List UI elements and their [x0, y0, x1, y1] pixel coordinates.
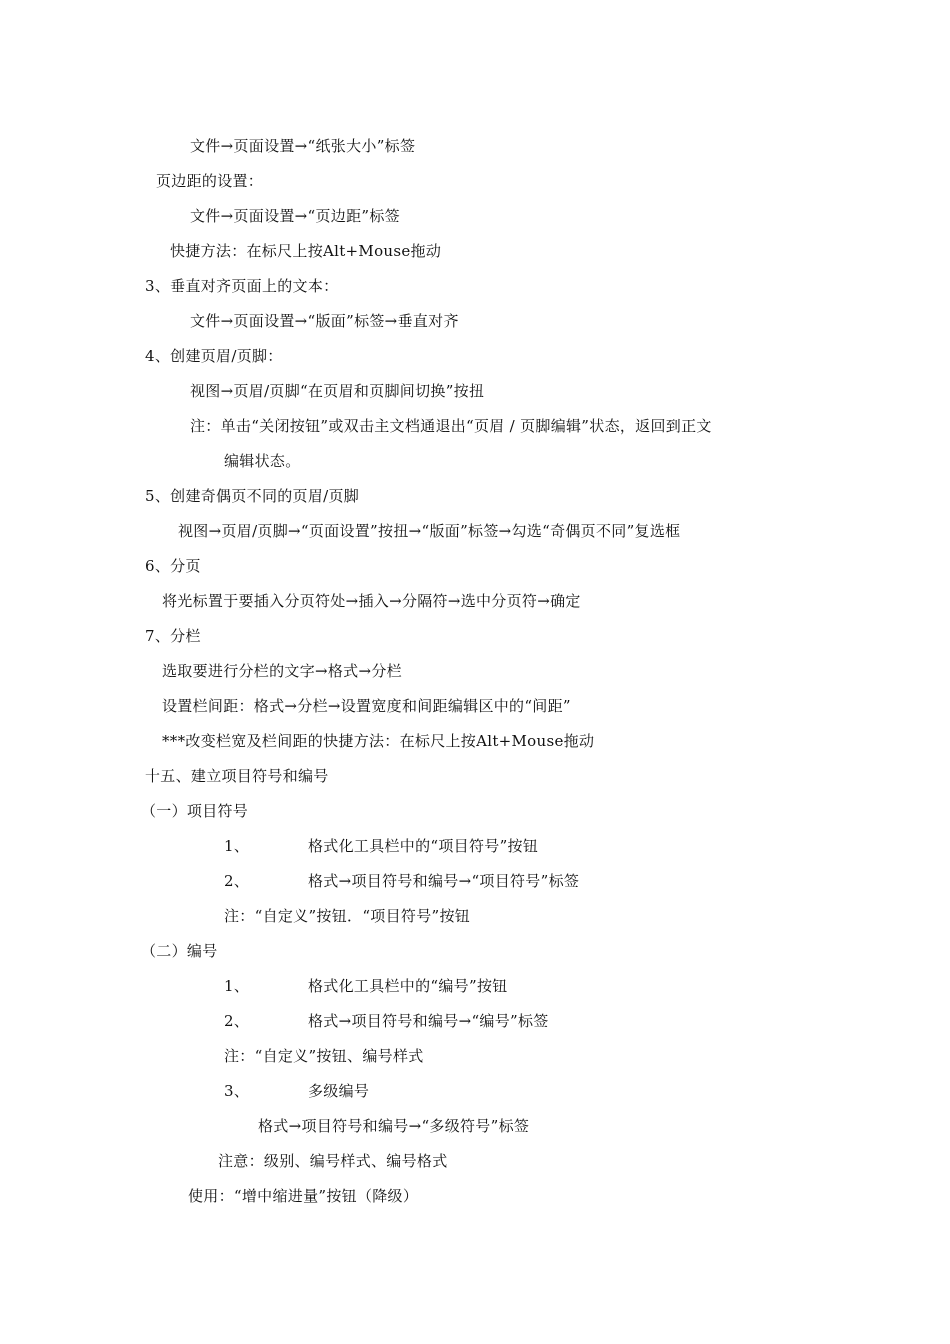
subsection-heading: （二）编号: [141, 942, 218, 960]
text-line: 文件→页面设置→“纸张大小”标签: [190, 137, 416, 155]
text-line: 设置栏间距：格式→分栏→设置宽度和间距编辑区中的“间距”: [162, 697, 571, 715]
text-line: 选取要进行分栏的文字→格式→分栏: [162, 662, 402, 680]
item-number: 1、: [224, 837, 250, 855]
item-number: 2、: [224, 1012, 250, 1030]
item-number: 3、: [224, 1082, 250, 1100]
section-heading: 7、分栏: [145, 627, 201, 645]
numbered-item: [224, 1081, 524, 1101]
item-text: 格式化工具栏中的“编号”按钮: [308, 977, 508, 995]
numbered-item: [224, 1011, 624, 1031]
numbered-item: [224, 871, 644, 891]
chapter-heading: 十五、建立项目符号和编号: [145, 767, 329, 785]
numbered-item: [224, 976, 624, 996]
text-line: 格式→项目符号和编号→“多级符号”标签: [258, 1117, 530, 1135]
text-line: ***改变栏宽及栏间距的快捷方法：在标尺上按Alt+Mouse拖动: [162, 732, 595, 750]
text-line: 将光标置于要插入分页符处→插入→分隔符→选中分页符→确定: [162, 592, 581, 610]
note-line: 注意：级别、编号样式、编号格式: [218, 1152, 448, 1170]
subsection-heading: （一）项目符号: [141, 802, 249, 820]
item-number: 2、: [224, 872, 250, 890]
text-line: 页边距的设置：: [156, 172, 264, 190]
text-line: 视图→页眉/页脚“在页眉和页脚间切换”按扭: [190, 382, 485, 400]
item-text: 格式化工具栏中的“项目符号”按钮: [308, 837, 539, 855]
text-line: 视图→页眉/页脚→“页面设置”按扭→“版面”标签→勾选“奇偶页不同”复选框: [178, 522, 681, 540]
note-line: 注：单击“关闭按钮”或双击主文档通退出“页眉 / 页脚编辑”状态，返回到正文: [190, 417, 712, 435]
text-line: 快捷方法：在标尺上按Alt+Mouse拖动: [170, 242, 442, 260]
note-line: 注：“自定义”按钮、编号样式: [224, 1047, 424, 1065]
section-heading: 3、垂直对齐页面上的文本：: [145, 277, 339, 295]
text-line: 使用：“增中缩进量”按钮（降级）: [188, 1187, 419, 1205]
section-heading: 5、创建奇偶页不同的页眉/页脚: [145, 487, 360, 505]
text-line: 文件→页面设置→“页边距”标签: [190, 207, 400, 225]
item-text: 多级编号: [308, 1082, 370, 1100]
text-line: 文件→页面设置→“版面”标签→垂直对齐: [190, 312, 459, 330]
note-line-continued: 编辑状态。: [224, 452, 301, 470]
section-heading: 4、创建页眉/页脚：: [145, 347, 283, 365]
item-text: 格式→项目符号和编号→“编号”标签: [308, 1012, 549, 1030]
numbered-item: [224, 836, 624, 856]
section-heading: 6、分页: [145, 557, 201, 575]
note-line: 注：“自定义”按钮．“项目符号”按钮: [224, 907, 471, 925]
item-text: 格式→项目符号和编号→“项目符号”标签: [308, 872, 580, 890]
item-number: 1、: [224, 977, 250, 995]
